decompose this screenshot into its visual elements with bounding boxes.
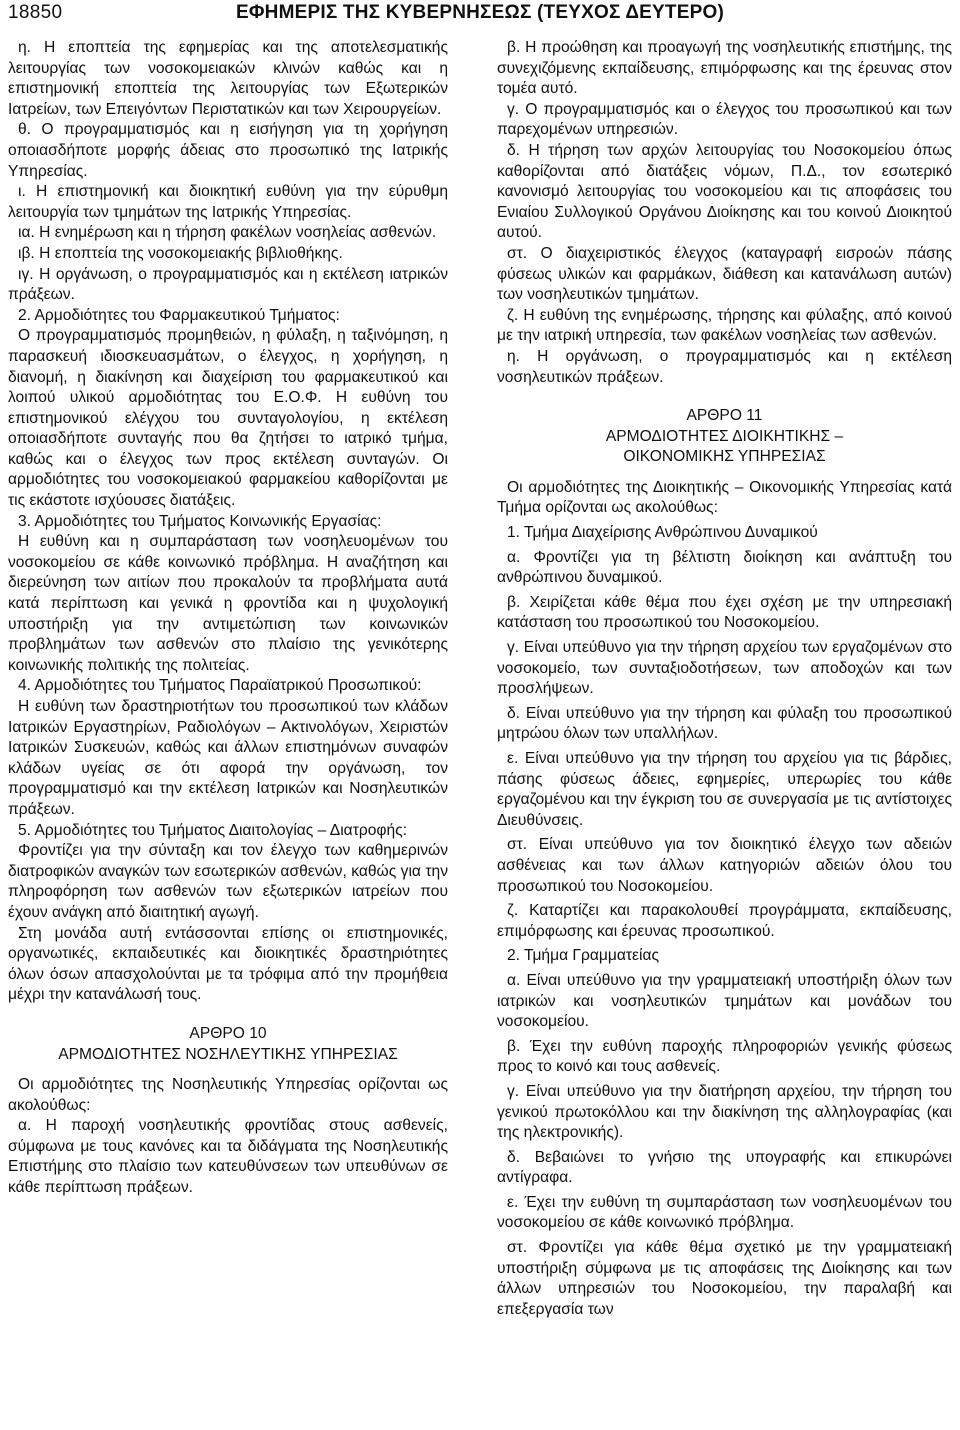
paragraph: ζ. Καταρτίζει και παρακολουθεί προγράμματα, εκπαίδευσης, επιμόρφωσης και έρευνας προσωπικού.: [497, 902, 952, 940]
paragraph: α. Η παροχή νοσηλευτικής φροντίδας στους ασθενείς, σύμφωνα με τους κανόνες και τα διδάγματα της Νοσηλευτικής Επιστήμης στο πλαίσιο των κατευθύνσεων των υπευθύνων σε κάθε περίπτωση πράξεων.: [8, 1117, 448, 1197]
article-subtitle-line-1: ΑΡΜΟΔΙΟΤΗΤΕΣ ΔΙΟΙΚΗΤΙΚΗΣ –: [605, 427, 844, 445]
paragraph: Η ευθύνη των δραστηριοτήτων του προσωπικού των κλάδων Ιατρικών Εργαστηρίων, Ραδιολόγων – Ακτινολόγων, Χειριστών Ιατρικών Συσκευών, καθώς και άλλων επιστημόνων συναφών κλάδων υγείας σε ότι αφορά την οργάνωση, τον προγραμματισμό και την εκτέλεση Ιατρικών και Νοσηλευτικών πράξεων.: [8, 698, 448, 818]
paragraph: ια. Η ενημέρωση και η τήρηση φακέλων νοσηλείας ασθενών.: [18, 224, 437, 242]
page-number: 18850: [8, 2, 63, 23]
paragraph: β. Η προώθηση και προαγωγή της νοσηλευτικής επιστήμης, της συνεχιζόμενης εκπαίδευσης, επιμόρφωσης και της έρευνας στον τομέα αυτό.: [497, 39, 952, 98]
paragraph: θ. Ο προγραμματισμός και η εισήγηση για τη χορήγηση οποιασδήποτε μορφής άδειας στο προσωπικό της Ιατρικής Υπηρεσίας.: [8, 121, 448, 180]
paragraph: ε. Έχει την ευθύνη τη συμπαράσταση των νοσηλευομένων του νοσοκομείου σε κάθε κοινωνικό πρόβλημα.: [497, 1193, 952, 1232]
paragraph: ε. Είναι υπεύθυνο για την τήρηση του αρχείου για τις βάρδιες, πάσης φύσεως άδειες, εφημερίες, υπερωρίες του κάθε εργαζομένου και την έγκριση του σε συνεργασία με τις αντίστοιχες Διευθύνσεις.: [497, 750, 952, 829]
section-heading: 3. Αρμοδιότητες του Τμήματος Κοινωνικής Εργασίας:: [18, 512, 382, 530]
paragraph: Ο προγραμματισμός προμηθειών, η φύλαξη, η ταξινόμηση, η παρασκευή ιδιοσκευασμάτων, ο έλεγχος, η χορήγηση, η διανομή, η διακίνηση και διαχείριση του φαρμακευτικού και λοιπού υλικού αρμοδιότητας του Ε.Ο.Φ. Η ευθύνη του επιστημονικού ελέγχου του συνταγολογίου, η εκτέλεση οποιασδήποτε συνταγής που θα ζητήσει το ιατρικό τμήμα, καθώς και ο έλεγχος των προς εκτέλεση συνταγών. Οι αρμοδιότητες του νοσοκομειακού φαρμακείου καθορίζονται με τις εκάστοτε ισχύουσες διατάξεις.: [8, 327, 448, 510]
paragraph: ι. Η επιστημονική και διοικητική ευθύνη για την εύρυθμη λειτουργία των τμημάτων της Ιατρικής Υπηρεσίας.: [8, 183, 448, 221]
article-subtitle-line-2: ΟΙΚΟΝΟΜΙΚΗΣ ΥΠΗΡΕΣΙΑΣ: [623, 448, 826, 466]
paragraph: Οι αρμοδιότητες της Διοικητικής – Οικονομικής Υπηρεσίας κατά Τμήμα ορίζονται ως ακολούθως:: [497, 478, 952, 517]
paragraph: δ. Η τήρηση των αρχών λειτουργίας του Νοσοκομείου όπως καθορίζονται από διατάξεις νόμων, Π.Δ., τον εσωτερικό κανονισμό λειτουργίας του νοσοκομείου και τις αποφάσεις του Ενιαίου Συλλογικού Οργάνου Διοίκησης και του κοινού Διοικητού αυτού.: [497, 141, 952, 242]
paragraph: ιγ. Η οργάνωση, ο προγραμματισμός και η εκτέλεση ιατρικών πράξεων.: [8, 265, 448, 304]
paragraph: ζ. Η ευθύνη της ενημέρωσης, τήρησης και φύλαξης, από κοινού με την ιατρική υπηρεσία, των φακέλων νοσηλείας των ασθενών.: [497, 306, 952, 345]
paragraph: β. Έχει την ευθύνη παροχής πληροφοριών γενικής φύσεως προς το κοινό και τους ασθενείς.: [497, 1037, 952, 1076]
paragraph: Στη μονάδα αυτή εντάσσονται επίσης οι επιστημονικές, οργανωτικές, εκπαιδευτικές και διοικητικές δραστηριότητες όλων όσων απασχολούνται με τα τρόφιμα από την προμήθεια μέχρι την κατανάλωσή τους.: [8, 924, 448, 1004]
right-column: [497, 38, 952, 1320]
article-title: ΑΡΘΡΟ 11: [686, 407, 763, 425]
paragraph: γ. Είναι υπεύθυνο για την τήρηση αρχείου των εργαζομένων στο νοσοκομείο, των συνταξιοδοτήσεων, των αποδοχών και των προσλήψεων.: [497, 639, 952, 698]
paragraph: γ. Ο προγραμματισμός και ο έλεγχος του προσωπικού και των παρεχομένων υπηρεσιών.: [497, 100, 952, 139]
section-heading: 4. Αρμοδιότητες του Τμήματος Παραϊατρικού Προσωπικού:: [18, 677, 422, 695]
section-heading: 5. Αρμοδιότητες του Τμήματος Διαιτολογίας – Διατροφής:: [18, 821, 408, 839]
paragraph: α. Είναι υπεύθυνο για την γραμματειακή υποστήριξη όλων των ιατρικών και νοσηλευτικών τμημάτων και μονάδων του νοσοκομείου.: [497, 971, 952, 1031]
article-title: ΑΡΘΡΟ 10: [189, 1024, 267, 1042]
paragraph: η. Η εποπτεία της εφημερίας και της αποτελεσματικής λειτουργίας των νοσοκομειακών κλινών καθώς και η επιστημονική εποπτεία της λειτουργίας των Εξωτερικών Ιατρείων, των Επειγόντων Περιστατικών και των Χειρουργείων.: [8, 39, 448, 118]
page-header: [8, 2, 952, 26]
paragraph: Οι αρμοδιότητες της Νοσηλευτικής Υπηρεσίας ορίζονται ως ακολούθως:: [8, 1076, 448, 1114]
section-heading: 2. Αρμοδιότητες του Φαρμακευτικού Τμήματος:: [18, 306, 340, 324]
paragraph: γ. Είναι υπεύθυνο για την διατήρηση αρχείου, την τήρηση του γενικού πρωτοκόλλου και την διακίνηση της αλληλογραφίας (και της ηλεκτρονικής).: [497, 1082, 952, 1142]
paragraph: στ. Ο διαχειριστικός έλεγχος (καταγραφή εισροών πάσης φύσεως υλικών και φαρμάκων, διάθεση και κατανάλωση αυτών) των νοσηλευτικών τμημάτων.: [497, 244, 952, 304]
section-heading: 2. Τμήμα Γραμματείας: [507, 947, 659, 965]
article-subtitle: ΑΡΜΟΔΙΟΤΗΤΕΣ ΝΟΣΗΛΕΥΤΙΚΗΣ ΥΠΗΡΕΣΙΑΣ: [58, 1045, 398, 1063]
paragraph: δ. Βεβαιώνει το γνήσιο της υπογραφής και επικυρώνει αντίγραφα.: [497, 1148, 952, 1187]
paragraph: στ. Είναι υπεύθυνο για τον διοικητικό έλεγχο των αδειών ασθένειας και των άλλων κατηγοριών αδειών όλου του προσωπικού του Νοσοκομείου.: [497, 836, 952, 895]
paragraph: δ. Είναι υπεύθυνο για την τήρηση και φύλαξη του προσωπικού μητρώου όλων των υπαλλήλων.: [497, 704, 952, 743]
paragraph: ιβ. Η εποπτεία της νοσοκομειακής βιβλιοθήκης.: [18, 244, 343, 262]
paragraph: Η ευθύνη και η συμπαράσταση των νοσηλευομένων του νοσοκομείου σε κάθε κοινωνικό πρόβλημα. Η αναζήτηση και διερεύνηση των αιτίων που προκαλούν τα προβλήματα αυτά κατά περίπτωση και γενικά η φροντίδα και η ψυχολογική υποστήριξη για την αντιμετώπιση των κοινωνικών προβλημάτων των ασθενών στο πλαίσιο της γενικότερης κοινωνικής πολιτικής της πολιτείας.: [8, 533, 448, 674]
paragraph: α. Φροντίζει για τη βέλτιστη διοίκηση και ανάπτυξη του ανθρώπινου δυναμικού.: [497, 548, 952, 587]
paragraph: β. Χειρίζεται κάθε θέμα που έχει σχέση με την υπηρεσιακή κατάσταση του προσωπικού του Νοσοκομείου.: [497, 593, 952, 632]
section-heading: 1. Τμήμα Διαχείρισης Ανθρώπινου Δυναμικού: [507, 524, 818, 542]
paragraph: Φροντίζει για την σύνταξη και τον έλεγχο των καθημερινών διατροφικών αναγκών των εσωτερικών ασθενών, καθώς για την πληροφόρηση των ασθενών των εξωτερικών ιατρείων που έχουν ανάγκη από διαιτητική αγωγή.: [8, 842, 448, 921]
left-column: [8, 38, 448, 1199]
paragraph: στ. Φροντίζει για κάθε θέμα σχετικό με την γραμματειακή υποστήριξη σύμφωνα με τις αποφάσεις της Διοίκησης και των άλλων υπηρεσιών του Νοσοκομείου, την παραλαβή και επεξεργασία των: [497, 1239, 952, 1318]
paragraph: η. Η οργάνωση, ο προγραμματισμός και η εκτέλεση νοσηλευτικών πράξεων.: [497, 347, 952, 386]
journal-title: ΕΦΗΜΕΡΙΣ ΤΗΣ ΚΥΒΕΡΝΗΣΕΩΣ (ΤΕΥΧΟΣ ΔΕΥΤΕΡΟ): [236, 2, 724, 23]
